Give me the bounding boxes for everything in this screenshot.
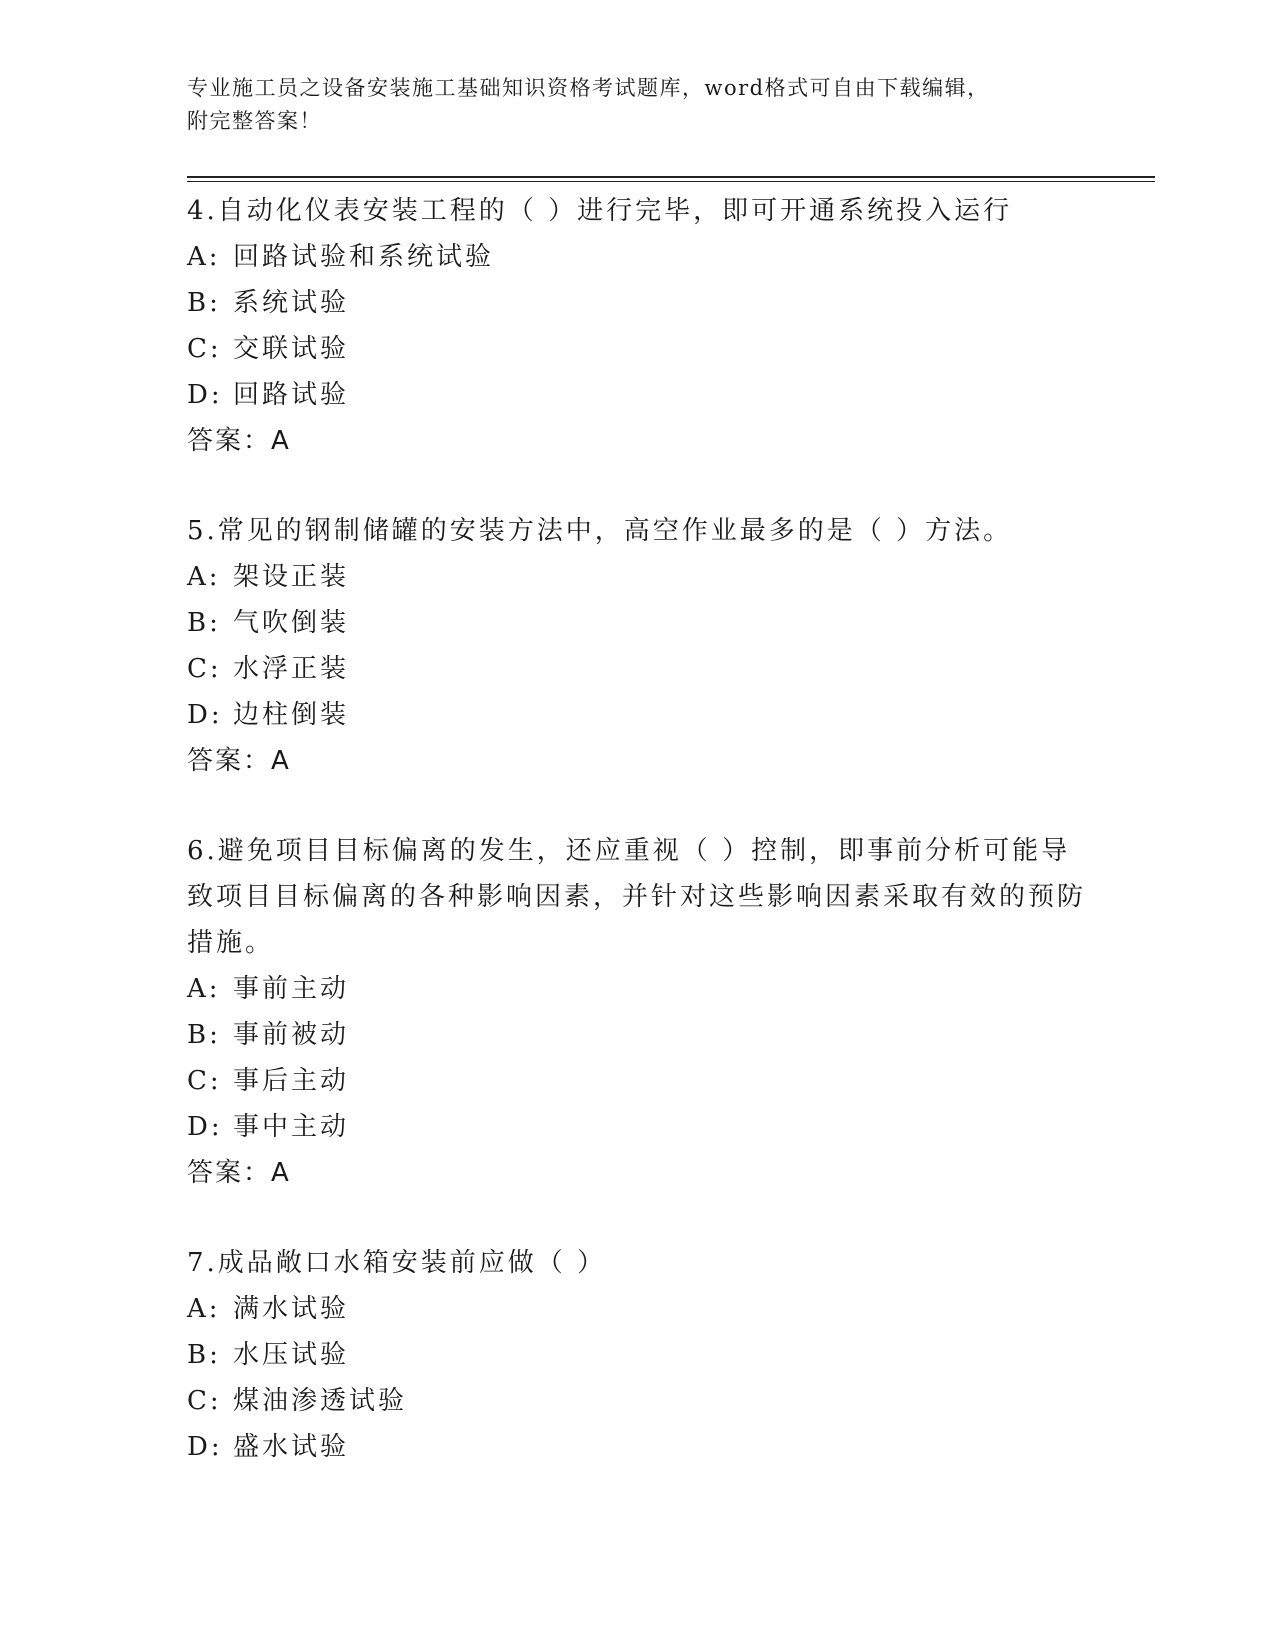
option-label: D: [187, 1432, 223, 1462]
option-text: 边柱倒装 [233, 700, 350, 730]
option-label: B: [187, 1020, 221, 1050]
option-c [187, 1378, 1087, 1424]
option-label: C: [187, 334, 222, 364]
option-text: 煤油渗透试验 [233, 1386, 408, 1416]
option-text: 水压试验 [233, 1340, 350, 1370]
option-text: 回路试验和系统试验 [233, 242, 495, 272]
option-text: 事后主动 [233, 1066, 350, 1096]
option-label: C: [187, 1386, 222, 1416]
option-text: 交联试验 [233, 334, 350, 364]
option-c [187, 326, 1087, 372]
option-label: D: [187, 380, 223, 410]
option-text: 水浮正装 [233, 654, 350, 684]
option-label: D: [187, 1112, 223, 1142]
question-stem: 6.避免项目目标偏离的发生，还应重视（ ）控制，即事前分析可能导致项目目标偏离的各种影响因素，并针对这些影响因素采取有效的预防措施。 [187, 836, 1087, 958]
option-text: 盛水试验 [233, 1432, 350, 1462]
header-divider-thick [187, 176, 1155, 178]
question-block [187, 508, 1087, 784]
header-line-1: 专业施工员之设备安装施工基础知识资格考试题库，word格式可自由下载编辑， [187, 76, 990, 100]
option-label: A: [187, 974, 221, 1004]
option-label: A: [187, 242, 221, 272]
option-label: A: [187, 1294, 221, 1324]
option-label: B: [187, 608, 221, 638]
option-label: D: [187, 700, 223, 730]
option-text: 气吹倒装 [233, 608, 350, 638]
option-b [187, 280, 1087, 326]
option-d [187, 692, 1087, 738]
option-a [187, 554, 1087, 600]
option-a [187, 234, 1087, 280]
option-c [187, 646, 1087, 692]
answer-line: 答案：A [187, 426, 291, 456]
header-divider-thin [187, 181, 1155, 182]
option-a [187, 966, 1087, 1012]
option-a [187, 1286, 1087, 1332]
option-text: 事前被动 [233, 1020, 350, 1050]
document-header [187, 72, 1087, 138]
answer-line: 答案：A [187, 746, 291, 776]
option-text: 回路试验 [233, 380, 350, 410]
option-label: C: [187, 1066, 222, 1096]
question-block [187, 1240, 1087, 1470]
option-text: 系统试验 [233, 288, 350, 318]
header-line-2: 附完整答案！ [187, 109, 322, 133]
option-c [187, 1058, 1087, 1104]
option-d [187, 372, 1087, 418]
question-block [187, 828, 1087, 1196]
option-d [187, 1104, 1087, 1150]
option-text: 满水试验 [233, 1294, 350, 1324]
option-text: 架设正装 [233, 562, 350, 592]
question-stem: 7.成品敞口水箱安装前应做（ ） [187, 1248, 607, 1278]
option-b [187, 1332, 1087, 1378]
option-b [187, 1012, 1087, 1058]
question-stem: 5.常见的钢制储罐的安装方法中，高空作业最多的是（ ）方法。 [187, 516, 1013, 546]
option-d [187, 1424, 1087, 1470]
option-label: B: [187, 288, 221, 318]
option-label: C: [187, 654, 222, 684]
option-text: 事前主动 [233, 974, 350, 1004]
option-label: A: [187, 562, 221, 592]
question-block [187, 188, 1087, 464]
answer-line: 答案：A [187, 1158, 291, 1188]
question-stem: 4.自动化仪表安装工程的（ ）进行完毕，即可开通系统投入运行 [187, 196, 1013, 226]
option-b [187, 600, 1087, 646]
option-label: B: [187, 1340, 221, 1370]
option-text: 事中主动 [233, 1112, 350, 1142]
